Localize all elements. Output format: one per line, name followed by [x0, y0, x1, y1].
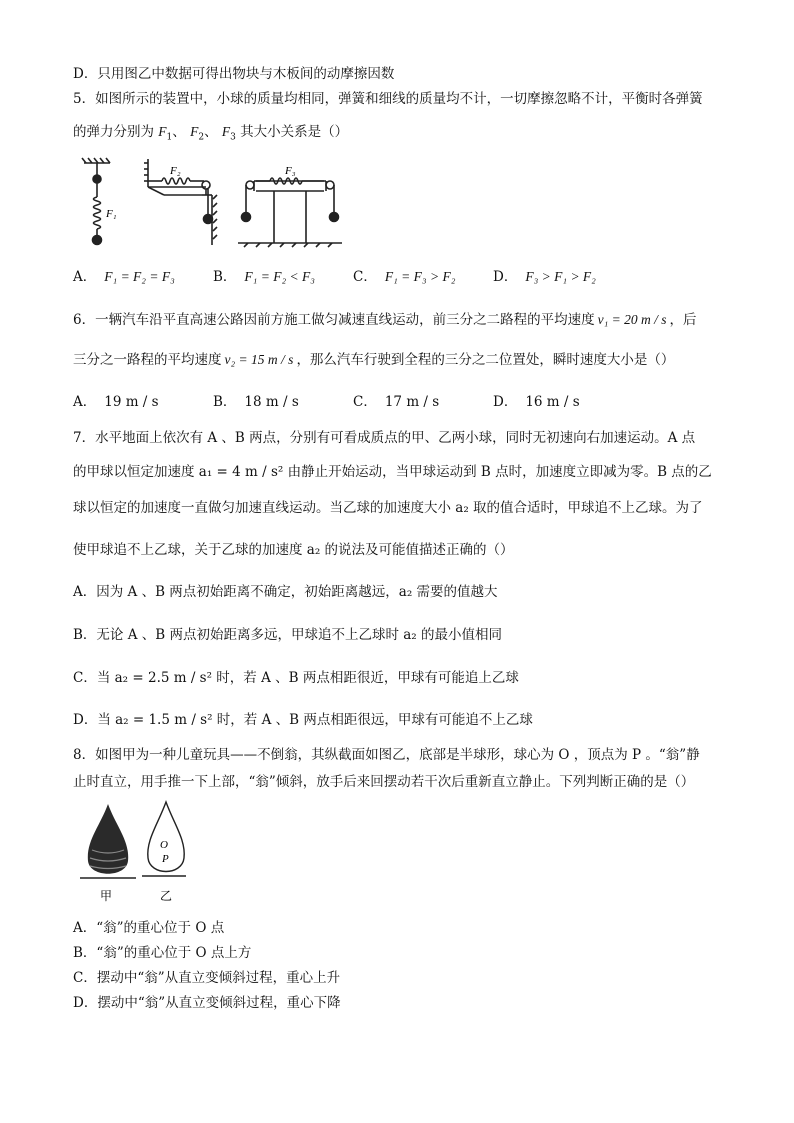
q8-option-b[interactable]: B．“翁”的重心位于 O 点上方 [73, 945, 252, 961]
q5-option-c[interactable]: C． F₁ = F₃ > F₂ [353, 269, 456, 285]
q5-symbol-f1: F [158, 124, 167, 139]
q5-stem-line1: 5．如图所示的装置中，小球的质量均相同，弹簧和细线的质量均不计，一切摩擦忽略不计，平衡时各弹簧 [73, 91, 703, 107]
q5-option-d[interactable]: D． F₃ > F₁ > F₂ [493, 269, 596, 285]
q4-option-d: D．只用图乙中数据可得出物块与木板间的动摩擦因数 [73, 66, 395, 82]
q7-stem-line1: 7．水平地面上依次有 A 、B 两点，分别有可看成质点的甲、乙两小球，同时无初速向右加速运动。A 点 [73, 430, 696, 446]
q8-option-c[interactable]: C．摆动中“翁”从直立变倾斜过程，重心上升 [73, 970, 341, 986]
q5-fig-label-f2: F₂ [170, 165, 181, 177]
q8-point-o: O [160, 839, 168, 851]
q8-option-d[interactable]: D．摆动中“翁”从直立变倾斜过程，重心下降 [73, 995, 341, 1011]
q8-stem-line2: 止时直立，用手推一下上部，“翁”倾斜，放手后来回摆动若干次后重新直立静止。下列判断正确的是（） [73, 774, 695, 790]
q8-fig-label-jia: 甲 [100, 889, 113, 903]
q7-option-c[interactable]: C．当 a₂ = 2.5 m / s² 时，若 A 、B 两点相距很近，甲球有可能追上乙球 [73, 670, 519, 686]
q6-option-b[interactable]: B． 18 m / s [213, 394, 299, 410]
q7-stem-line4: 使甲球追不上乙球，关于乙球的加速度 a₂ 的说法及可能值描述正确的（） [73, 542, 514, 558]
q7-stem-line3: 球以恒定的加速度一直做匀加速直线运动。当乙球的加速度大小 a₂ 取的值合适时，甲球追不上乙球。为了 [73, 500, 703, 516]
q8-fig-label-yi: 乙 [160, 889, 173, 903]
q8-stem-line1: 8．如图甲为一种儿童玩具——不倒翁，其纵截面如图乙，底部是半球形，球心为 O ，顶点为 P 。“翁”静 [73, 747, 700, 763]
q8-tumbler-figure [78, 796, 190, 908]
q5-stem-line2: 的弹力分别为 $F_1$、 $F_2$、 $F_3$ 其大小关系是（） [73, 124, 349, 143]
q6-stem-line1: 6．一辆汽车沿平直高速公路因前方施工做匀减速直线运动，前三分之二路程的平均速度 v₁ = 20 m / s ，后 [73, 312, 697, 328]
q5-stem-line2-pre: 的弹力分别为 [73, 124, 154, 140]
q6-option-c[interactable]: C． 17 m / s [353, 394, 440, 410]
q8-point-p: P [162, 853, 169, 865]
q5-fig-label-f3: F₃ [285, 165, 296, 177]
q7-stem-line2: 的甲球以恒定加速度 a₁ = 4 m / s² 由静止开始运动，当甲球运动到 B 点时，加速度立即减为零。B 点的乙 [73, 464, 712, 480]
q7-option-d[interactable]: D．当 a₂ = 1.5 m / s² 时，若 A 、B 两点相距很远，甲球有可能追不上乙球 [73, 712, 533, 728]
q6-stem-line2: 三分之一路程的平均速度 v₂ = 15 m / s ，那么汽车行驶到全程的三分之二位置处，瞬时速度大小是（） [73, 352, 675, 368]
q5-fig-label-f1: F₁ [106, 208, 117, 220]
q7-option-b[interactable]: B．无论 A 、B 两点初始距离多远，甲球追不上乙球时 a₂ 的最小值相同 [73, 627, 503, 643]
q8-option-a[interactable]: A．“翁”的重心位于 O 点 [73, 920, 225, 936]
q5-spring-figure [78, 155, 348, 250]
q6-option-a[interactable]: A． 19 m / s [73, 394, 159, 410]
q5-stem-line2-post: 其大小关系是（） [240, 124, 349, 140]
q7-option-a[interactable]: A．因为 A 、B 两点初始距离不确定，初始距离越远，a₂ 需要的值越大 [73, 584, 498, 600]
q6-option-d[interactable]: D． 16 m / s [493, 394, 580, 410]
q5-option-b[interactable]: B． F₁ = F₂ < F₃ [213, 269, 315, 285]
q5-option-a[interactable]: A． F₁ = F₂ = F₃ [73, 269, 175, 285]
